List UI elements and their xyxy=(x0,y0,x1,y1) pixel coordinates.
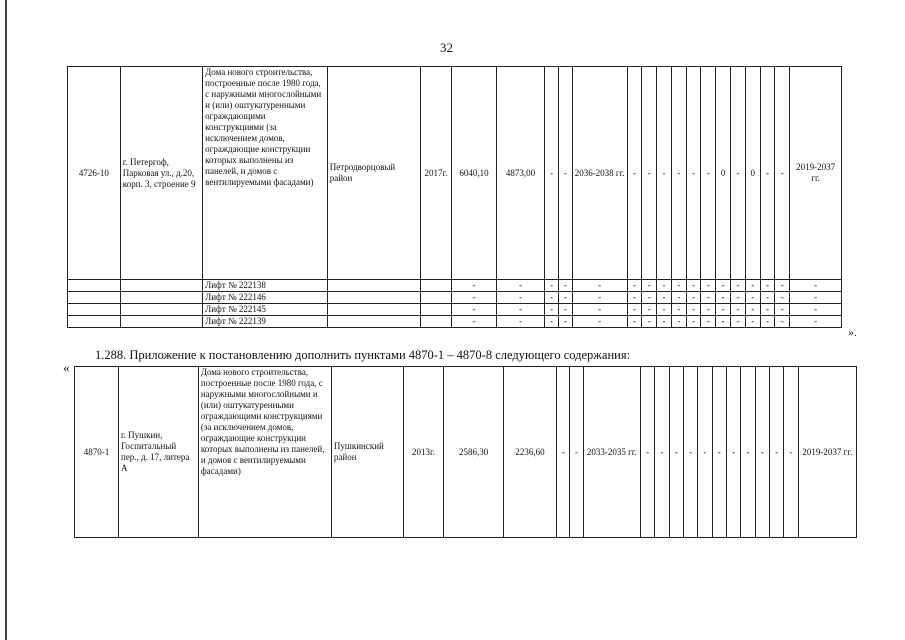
table-cell: - xyxy=(731,316,746,328)
table-cell: - xyxy=(558,292,572,304)
lift-label: Лифт № 222139 xyxy=(203,316,328,328)
table-cell: - xyxy=(686,280,701,292)
table-cell: - xyxy=(545,304,559,316)
table-cell: - xyxy=(671,316,686,328)
page-number: 32 xyxy=(440,40,453,55)
scan-edge-line xyxy=(5,0,7,640)
table-cell: - xyxy=(642,67,657,280)
house-type-cell: Дома нового строительства, построенные после 1980 года, с наружными многослойными и (или) оштукатуренными ограждающими конструкциями (за исключением домов, ограждающие конструкции которых выполнены из панелей, и домов с вентилируемыми фасадами) xyxy=(203,67,328,280)
table-cell: - xyxy=(731,304,746,316)
table-cell: - xyxy=(745,304,760,316)
table-cell: - xyxy=(627,304,642,316)
table-cell: - xyxy=(701,316,716,328)
lift-label: Лифт № 222145 xyxy=(203,304,328,316)
table-cell: - xyxy=(726,367,740,538)
register-table-1 xyxy=(67,66,842,328)
table-cell: - xyxy=(760,67,775,280)
table-cell: - xyxy=(496,304,545,316)
table-cell: - xyxy=(627,67,642,280)
table-cell: - xyxy=(545,280,559,292)
lift-label: Лифт № 222138 xyxy=(203,280,328,292)
lift-label: Лифт № 222146 xyxy=(203,292,328,304)
table-cell: - xyxy=(745,280,760,292)
address-cell: г. Петергоф, Парковая ул., д.20, корп. 3, строение 9 xyxy=(120,67,202,280)
lift-row xyxy=(68,280,842,292)
table-cell: - xyxy=(558,280,572,292)
table-cell: - xyxy=(572,292,627,304)
table-cell: - xyxy=(671,280,686,292)
table-cell: - xyxy=(572,304,627,316)
table-cell: - xyxy=(790,280,842,292)
register-table-2 xyxy=(74,366,857,538)
table-cell: - xyxy=(701,67,716,280)
table-cell: - xyxy=(790,304,842,316)
table-cell: - xyxy=(755,367,769,538)
table-cell: 0 xyxy=(716,67,731,280)
table-cell: - xyxy=(760,316,775,328)
table-cell: - xyxy=(545,67,559,280)
total-area-cell: 2586,30 xyxy=(444,367,503,538)
table-cell: - xyxy=(558,316,572,328)
table-cell: - xyxy=(790,316,842,328)
table-cell: - xyxy=(741,367,755,538)
lift-row xyxy=(68,316,842,328)
table-cell: - xyxy=(657,304,672,316)
table-cell: - xyxy=(745,292,760,304)
table-cell: - xyxy=(570,367,583,538)
house-type-cell: Дома нового строительства, построенные после 1980 года, с наружными многослойными и (или) оштукатуренными ограждающими конструкциями (за исключением домов, ограждающие конструкции которых выполнены из панелей, и домов с вентилируемыми фасадами) xyxy=(198,367,331,538)
section-heading: 1.288. Приложение к постановлению дополнить пунктами 4870-1 – 4870-8 следующего содержания: xyxy=(95,348,631,362)
address-cell: г. Пушкин, Госпитальный пер., д. 17, литера А xyxy=(119,367,199,538)
table-cell: - xyxy=(716,292,731,304)
table-cell: - xyxy=(557,367,570,538)
table-cell: - xyxy=(657,316,672,328)
table-cell: - xyxy=(640,367,654,538)
table-cell: - xyxy=(731,292,746,304)
table-cell: - xyxy=(545,316,559,328)
table-cell: - xyxy=(657,292,672,304)
table-cell: - xyxy=(775,67,790,280)
table-cell: - xyxy=(452,292,496,304)
table-cell: - xyxy=(572,280,627,292)
table-cell: - xyxy=(686,67,701,280)
table-cell: - xyxy=(769,367,783,538)
table-cell: - xyxy=(627,316,642,328)
district-cell: Пушкинский район xyxy=(331,367,403,538)
table-cell: - xyxy=(683,367,697,538)
table-cell: - xyxy=(775,292,790,304)
table-cell: - xyxy=(642,292,657,304)
table-cell: - xyxy=(496,280,545,292)
table-cell: - xyxy=(558,67,572,280)
table-row xyxy=(75,367,857,538)
district-cell: Петродворцовый район xyxy=(327,67,420,280)
table-cell: - xyxy=(558,304,572,316)
closing-quote: ». xyxy=(848,325,857,339)
final-period-cell: 2019-2037 гг. xyxy=(798,367,856,538)
table-cell: - xyxy=(760,292,775,304)
year-cell: 2013г. xyxy=(403,367,444,538)
living-area-cell: 4873,00 xyxy=(496,67,545,280)
table-cell: - xyxy=(760,280,775,292)
table-cell: - xyxy=(671,304,686,316)
table-cell: - xyxy=(731,280,746,292)
table-cell: - xyxy=(701,280,716,292)
table-cell: - xyxy=(657,280,672,292)
table-cell: - xyxy=(712,367,726,538)
table-cell: - xyxy=(642,316,657,328)
table-cell: - xyxy=(790,292,842,304)
table-cell: - xyxy=(452,280,496,292)
table-cell: - xyxy=(731,67,746,280)
year-cell: 2017г. xyxy=(420,67,452,280)
table-cell: - xyxy=(671,67,686,280)
table-cell: - xyxy=(775,280,790,292)
table-cell: - xyxy=(669,367,683,538)
table-cell: - xyxy=(698,367,712,538)
row-number: 4726-10 xyxy=(68,67,121,280)
table-cell: - xyxy=(627,280,642,292)
table-cell: - xyxy=(686,292,701,304)
table-cell: - xyxy=(572,316,627,328)
table-cell: - xyxy=(642,304,657,316)
table-cell: - xyxy=(496,292,545,304)
table-cell: - xyxy=(496,316,545,328)
table-cell: - xyxy=(701,304,716,316)
period-cell: 2036-2038 гг. xyxy=(572,67,627,280)
table-cell: - xyxy=(671,292,686,304)
opening-quote: « xyxy=(63,360,70,375)
table-cell: - xyxy=(686,304,701,316)
table-cell: - xyxy=(655,367,669,538)
table-cell: - xyxy=(716,316,731,328)
table-cell: - xyxy=(775,316,790,328)
total-area-cell: 6040,10 xyxy=(452,67,496,280)
table-cell: - xyxy=(760,304,775,316)
table-cell: 0 xyxy=(745,67,760,280)
table-cell: - xyxy=(642,280,657,292)
table-cell: - xyxy=(784,367,798,538)
row-number: 4870-1 xyxy=(75,367,119,538)
lift-row xyxy=(68,304,842,316)
final-period-cell: 2019-2037 гг. xyxy=(790,67,842,280)
table-cell: - xyxy=(716,280,731,292)
table-cell: - xyxy=(686,316,701,328)
living-area-cell: 2236,60 xyxy=(503,367,556,538)
table-cell: - xyxy=(545,292,559,304)
table-cell: - xyxy=(627,292,642,304)
table-cell: - xyxy=(775,304,790,316)
table-cell: - xyxy=(657,67,672,280)
table-row xyxy=(68,67,842,280)
lift-row xyxy=(68,292,842,304)
table-cell: - xyxy=(701,292,716,304)
table-cell: - xyxy=(452,316,496,328)
period-cell: 2033-2035 гг. xyxy=(583,367,640,538)
table-cell: - xyxy=(716,304,731,316)
table-cell: - xyxy=(745,316,760,328)
table-cell: - xyxy=(452,304,496,316)
